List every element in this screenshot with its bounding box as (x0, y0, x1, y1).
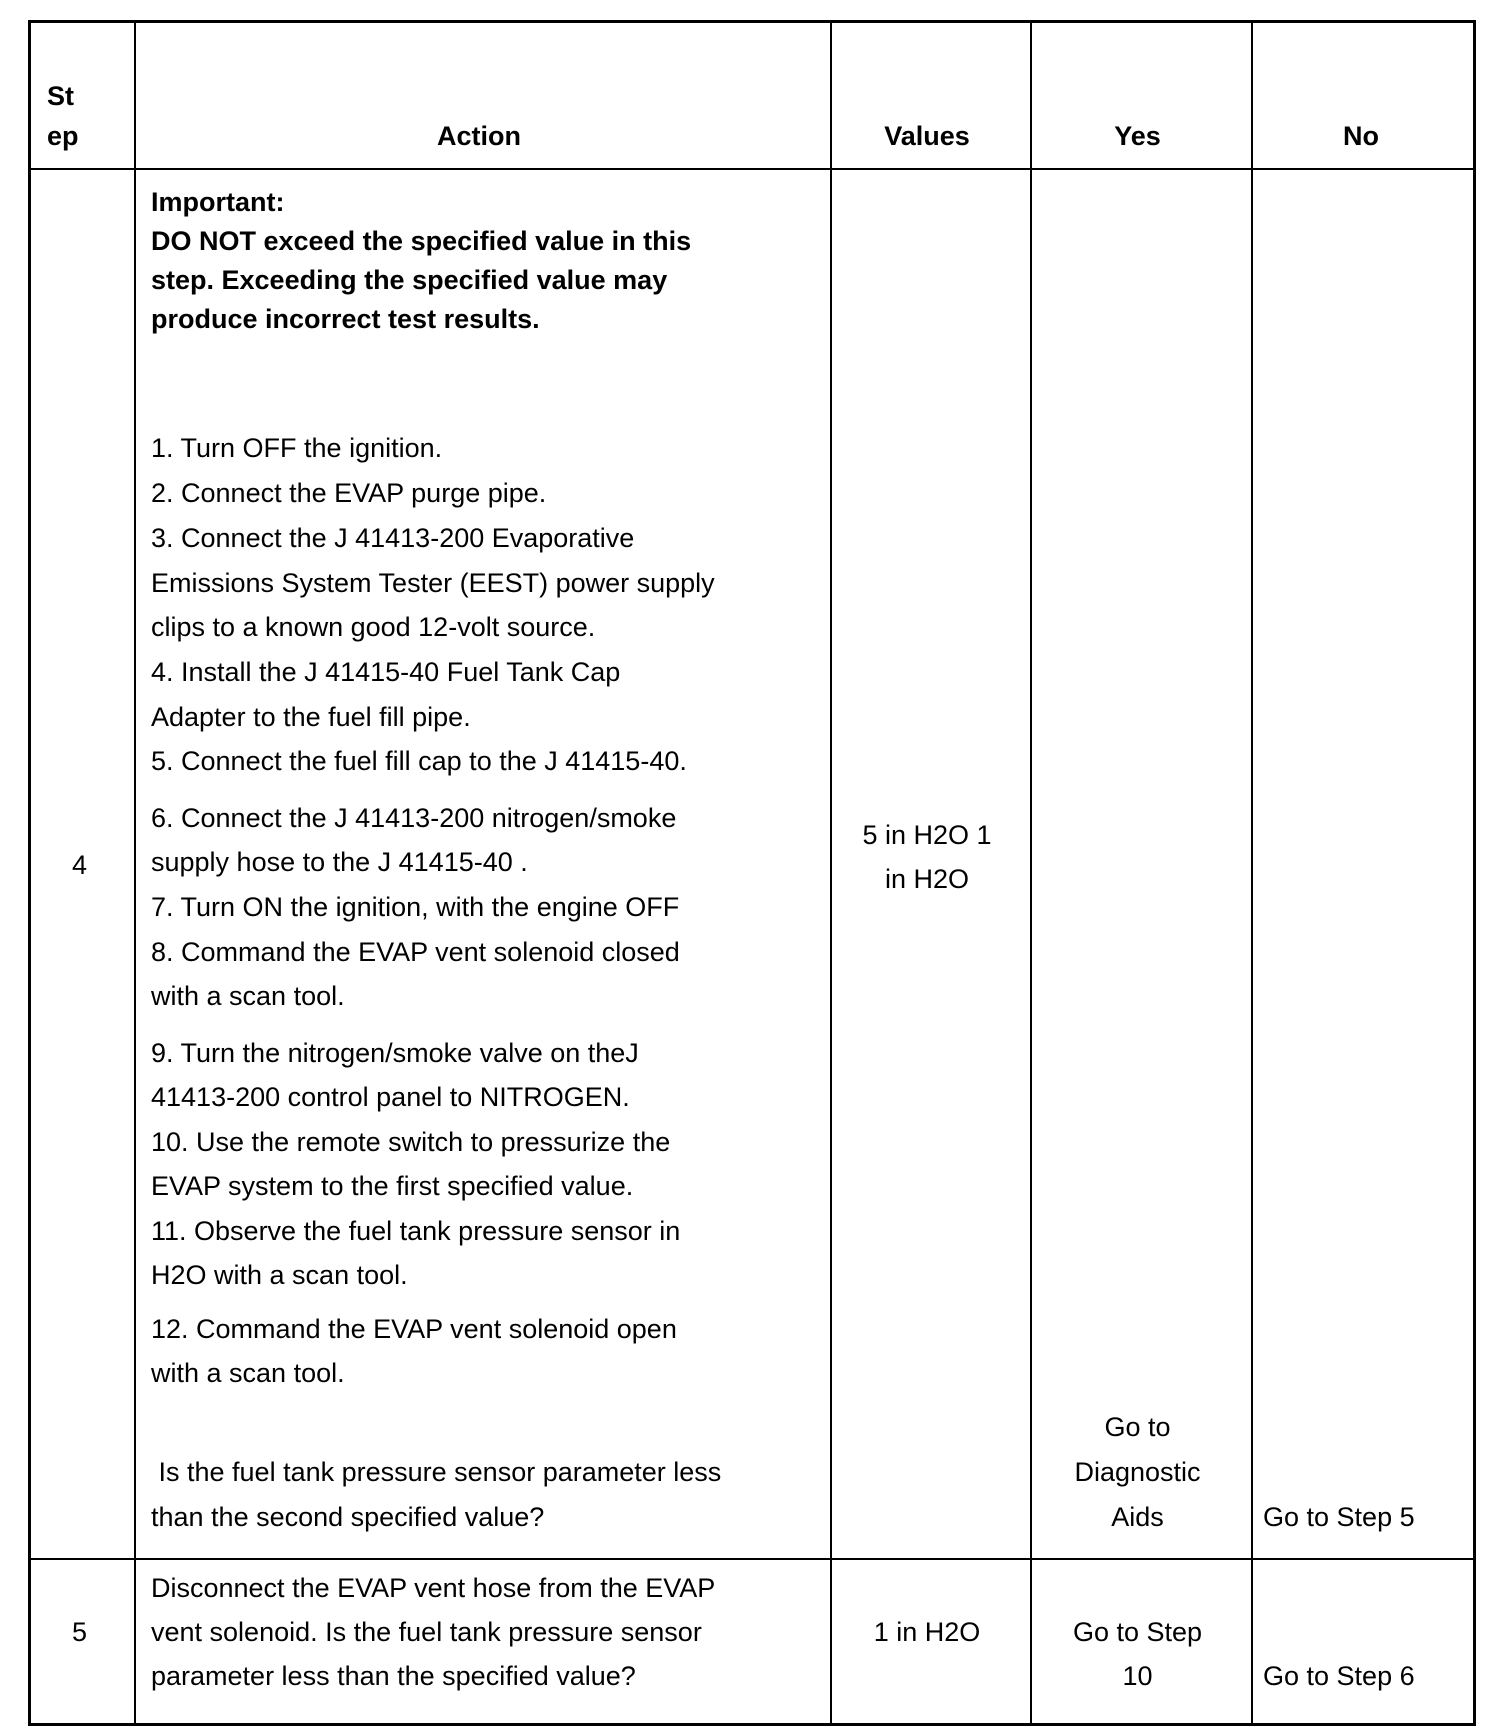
row-4-question: Is the fuel tank pressure sensor parameter less (151, 1457, 722, 1487)
header-values: Values (884, 121, 970, 151)
step-item: EVAP system to the first specified value. (151, 1171, 634, 1201)
step-item: with a scan tool. (151, 1358, 345, 1388)
row-divider (31, 1558, 1473, 1560)
row-divider (31, 168, 1473, 170)
step-item: clips to a known good 12-volt source. (151, 612, 596, 642)
row-5-action: vent solenoid. Is the fuel tank pressure sensor (151, 1617, 702, 1647)
header-yes: Yes (1114, 121, 1161, 151)
important-line: produce incorrect test results. (151, 304, 540, 334)
row-4-yes: Diagnostic (1074, 1457, 1201, 1487)
step-item: 9. Turn the nitrogen/smoke valve on theJ (151, 1038, 639, 1068)
row-5-no: Go to Step 6 (1263, 1661, 1415, 1691)
step-item: 11. Observe the fuel tank pressure sensor in (151, 1216, 681, 1246)
row-5-yes: Go to Step (1072, 1617, 1203, 1647)
step-item: 8. Command the EVAP vent solenoid closed (151, 937, 680, 967)
header-action: Action (437, 121, 521, 151)
row-5-yes: 10 (1122, 1661, 1153, 1691)
important-line: DO NOT exceed the specified value in this (151, 226, 692, 256)
step-item: 10. Use the remote switch to pressurize the (151, 1127, 671, 1157)
row-4-yes: Go to (1104, 1412, 1171, 1442)
step-item: 12. Command the EVAP vent solenoid open (151, 1314, 677, 1344)
row-4-values: in H2O (884, 864, 970, 894)
row-5-values: 1 in H2O (873, 1617, 981, 1647)
header-step: St ep (47, 81, 79, 151)
step-item: supply hose to the J 41415-40 . (151, 847, 528, 877)
step-item: Emissions System Tester (EEST) power supply (151, 568, 715, 598)
step-item: H2O with a scan tool. (151, 1260, 408, 1290)
step-item: 2. Connect the EVAP purge pipe. (151, 478, 547, 508)
important-line: step. Exceeding the specified value may (151, 265, 668, 295)
row-4-yes: Aids (1111, 1502, 1164, 1532)
step-item: 41413-200 control panel to NITROGEN. (151, 1082, 630, 1112)
row-4-question: than the second specified value? (151, 1502, 545, 1532)
row-5-step: 5 (71, 1617, 88, 1647)
step-item: 1. Turn OFF the ignition. (151, 433, 443, 463)
row-5-action: parameter less than the specified value? (151, 1661, 636, 1691)
column-divider (1251, 23, 1253, 1723)
row-4-values: 5 in H2O 1 (862, 820, 992, 850)
step-item: 4. Install the J 41415-40 Fuel Tank Cap (151, 657, 621, 687)
important-label: Important: (151, 187, 285, 217)
column-divider (134, 23, 136, 1723)
header-no: No (1343, 121, 1379, 151)
step-item: 5. Connect the fuel fill cap to the J 41415-40. (151, 746, 687, 776)
step-item: 3. Connect the J 41413-200 Evaporative (151, 523, 635, 553)
step-item: with a scan tool. (151, 981, 345, 1011)
step-item: 6. Connect the J 41413-200 nitrogen/smoke (151, 803, 677, 833)
row-4-step: 4 (71, 850, 88, 880)
row-5-action: Disconnect the EVAP vent hose from the EVAP (151, 1573, 716, 1603)
step-item: Adapter to the fuel fill pipe. (151, 702, 471, 732)
step-item: 7. Turn ON the ignition, with the engine OFF (151, 892, 680, 922)
row-4-no: Go to Step 5 (1263, 1502, 1415, 1532)
